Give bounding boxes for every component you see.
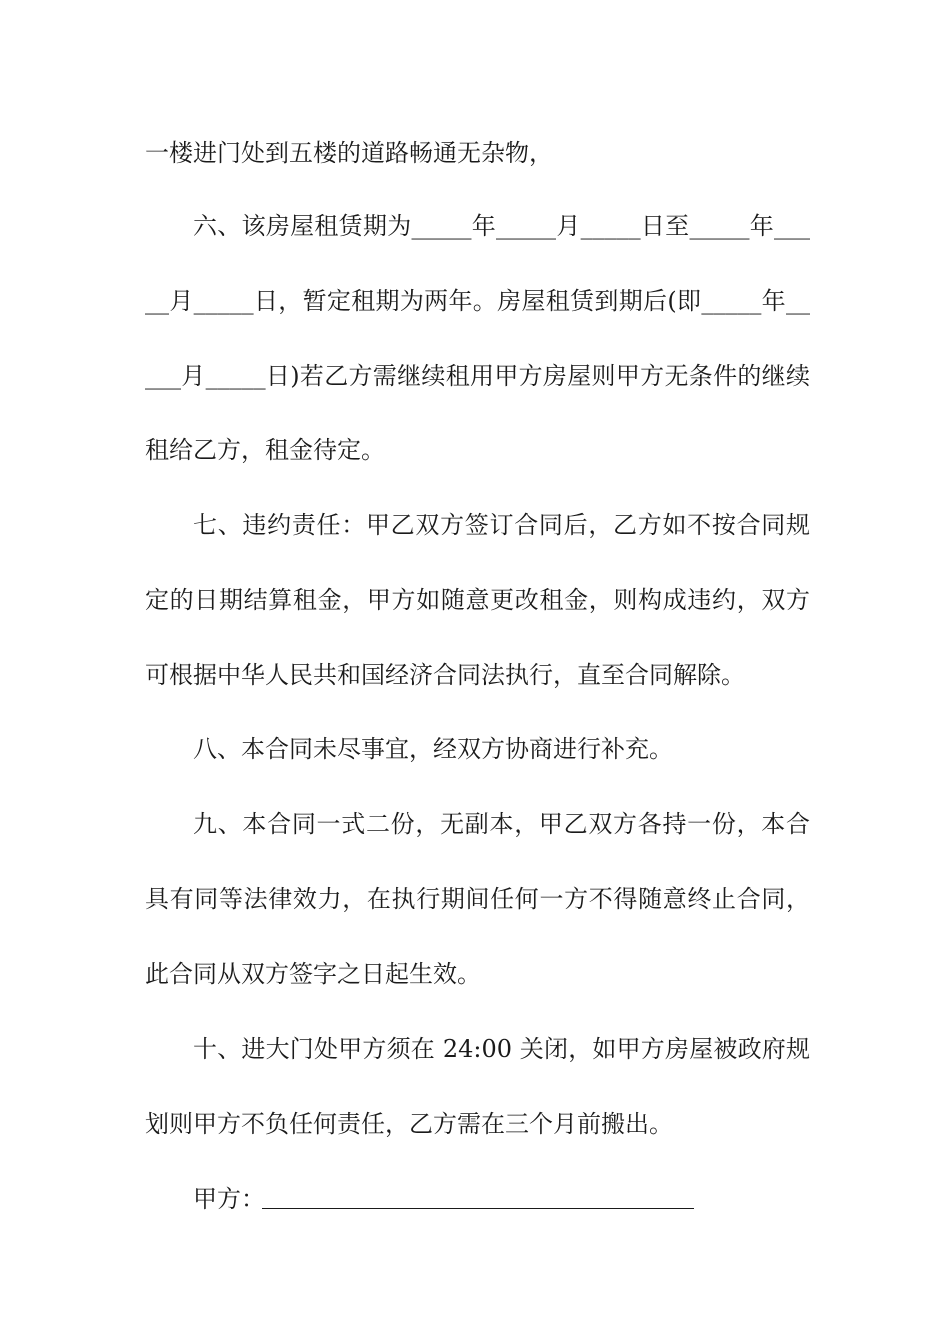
clause-10-line-2: 划则甲方不负任何责任，乙方需在三个月前搬出。 bbox=[145, 1110, 673, 1138]
clause-7-line-1: 七、违约责任：甲乙双方签订合同后，乙方如不按合同规 bbox=[193, 511, 810, 539]
clause-7-line-3: 可根据中华人民共和国经济合同法执行，直至合同解除。 bbox=[145, 661, 745, 689]
clause-6-line-3: ___月_____日)若乙方需继续租用甲方房屋则甲方无条件的继续 bbox=[145, 362, 810, 390]
clause-9-line-2: 具有同等法律效力，在执行期间任何一方不得随意终止合同， bbox=[145, 885, 810, 913]
clause-6-line-4: 租给乙方，租金待定。 bbox=[145, 436, 385, 464]
clause-9-line-3: 此合同从双方签字之日起生效。 bbox=[145, 960, 481, 988]
party-a-signature-line bbox=[262, 1208, 694, 1209]
party-a-label: 甲方： bbox=[193, 1185, 265, 1213]
clause-10-line-1: 十、进大门处甲方须在 24:00 关闭，如甲方房屋被政府规 bbox=[193, 1035, 810, 1063]
text-line-1: 一楼进门处到五楼的道路畅通无杂物， bbox=[145, 139, 553, 167]
clause-7-line-2: 定的日期结算租金，甲方如随意更改租金，则构成违约，双方 bbox=[145, 586, 810, 614]
clause-6-line-1: 六、该房屋租赁期为_____年_____月_____日至_____年___ bbox=[193, 212, 810, 240]
clause-6-line-2: __月_____日，暂定租期为两年。房屋租赁到期后(即_____年__ bbox=[145, 287, 810, 315]
clause-8-line-1: 八、本合同未尽事宜，经双方协商进行补充。 bbox=[193, 735, 673, 763]
clause-9-line-1: 九、本合同一式二份，无副本，甲乙双方各持一份，本合 bbox=[193, 810, 810, 838]
